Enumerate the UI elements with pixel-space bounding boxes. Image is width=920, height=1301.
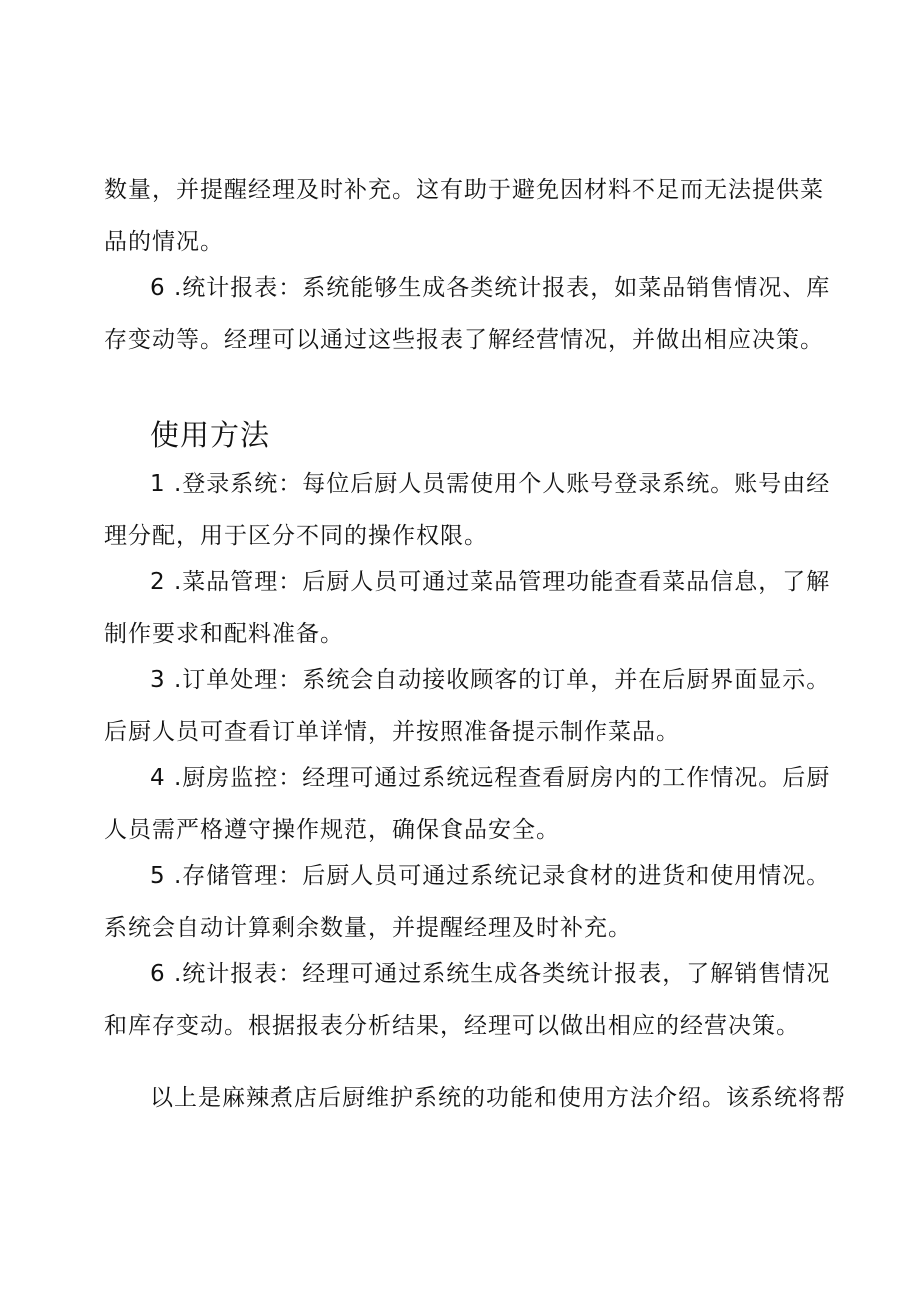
paragraph-line: 品的情况。 — [104, 229, 224, 255]
paragraph-line: 人员需严格遵守操作规范，确保食品安全。 — [104, 817, 560, 843]
usage-item-3 — [104, 654, 831, 758]
usage-item-6 — [104, 948, 831, 1052]
paragraph-line: 2 .菜品管理：后厨人员可通过菜品管理功能查看菜品信息，了解 — [150, 569, 831, 595]
usage-item-1 — [104, 458, 831, 562]
paragraph-line: 数量，并提醒经理及时补充。这有助于避免因材料不足而无法提供菜 — [104, 177, 824, 203]
paragraph-line: 6 .统计报表：经理可通过系统生成各类统计报表，了解销售情况 — [150, 961, 831, 987]
usage-item-5 — [104, 850, 831, 954]
usage-item-2 — [104, 556, 831, 660]
paragraph-line: 以上是麻辣煮店后厨维护系统的功能和使用方法介绍。该系统将帮 — [150, 1085, 846, 1111]
paragraph-line: 系统会自动计算剩余数量，并提醒经理及时补充。 — [104, 915, 632, 941]
paragraph-line: 5 .存储管理：后厨人员可通过系统记录食材的进货和使用情况。 — [150, 863, 831, 889]
feature-6-paragraph — [104, 262, 831, 366]
conclusion-paragraph — [104, 1072, 846, 1124]
usage-item-4 — [104, 752, 831, 856]
paragraph-line: 4 .厨房监控：经理可通过系统远程查看厨房内的工作情况。后厨 — [150, 765, 831, 791]
paragraph-line: 制作要求和配料准备。 — [104, 621, 344, 647]
paragraph-line: 后厨人员可查看订单详情，并按照准备提示制作菜品。 — [104, 719, 680, 745]
paragraph-line: 和库存变动。根据报表分析结果，经理可以做出相应的经营决策。 — [104, 1013, 800, 1039]
paragraph-line: 6 .统计报表：系统能够生成各类统计报表，如菜品销售情况、库 — [150, 275, 831, 301]
paragraph-line: 存变动等。经理可以通过这些报表了解经营情况，并做出相应决策。 — [104, 327, 824, 353]
paragraph-line: 1 .登录系统：每位后厨人员需使用个人账号登录系统。账号由经 — [150, 471, 831, 497]
paragraph-line: 3 .订单处理：系统会自动接收顾客的订单，并在后厨界面显示。 — [150, 667, 831, 693]
intro-continuation-paragraph — [104, 164, 824, 268]
paragraph-line: 理分配，用于区分不同的操作权限。 — [104, 523, 488, 549]
usage-section-heading: 使用方法 — [150, 418, 271, 452]
